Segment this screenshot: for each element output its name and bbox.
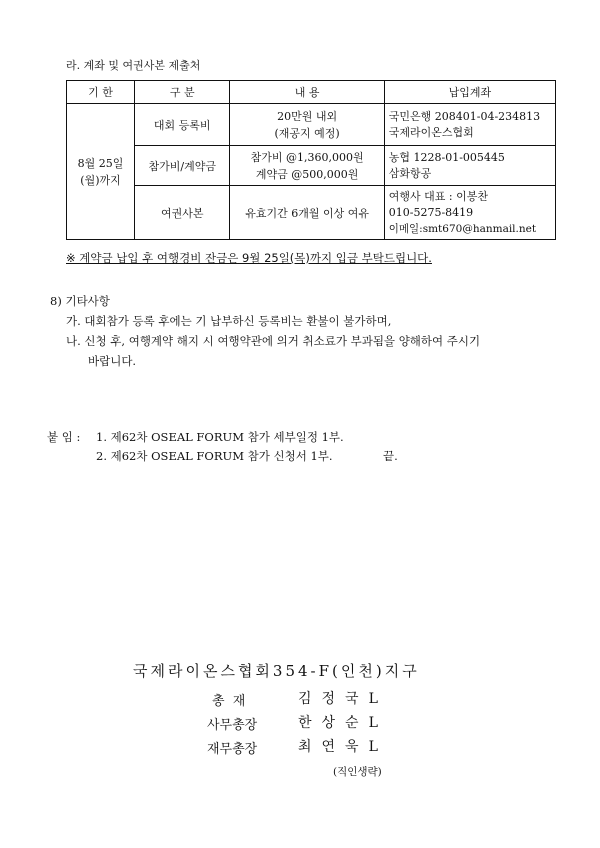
organization-name: 국제라이온스협회354-F(인천)지구	[133, 662, 420, 680]
signer-title: 총 재	[212, 694, 248, 709]
content-line: 20만원 내외	[277, 109, 338, 123]
other-item-a: 가. 대회참가 등록 후에는 기 납부하신 등록비는 환불이 불가하며,	[66, 314, 392, 328]
attachment-item-1: 1. 제62차 OSEAL FORUM 참가 세부일정 1부.	[96, 430, 344, 444]
table-header-row	[67, 81, 556, 104]
other-item-b-line1: 나. 신청 후, 여행계약 해지 시 여행약관에 의거 취소료가 부과됨을 양해하여 주시기	[66, 334, 481, 348]
content-line: 계약금 @500,000원	[255, 167, 359, 181]
attachments-label: 붙 임 :	[47, 430, 81, 444]
account-cell	[384, 146, 555, 186]
seal-omitted-note: (직인생략)	[333, 766, 382, 778]
attachment-item-2: 2. 제62차 OSEAL FORUM 참가 신청서 1부.	[96, 449, 333, 463]
header-deadline: 기 한	[67, 81, 135, 104]
content-line: 참가비 @1,360,000원	[250, 150, 364, 164]
deadline-cell	[67, 104, 135, 240]
category-cell: 여권사본	[135, 186, 230, 240]
end-mark: 끝.	[383, 449, 398, 463]
header-category: 구 분	[135, 81, 230, 104]
account-line: 국민은행 208401-04-234813	[388, 109, 541, 123]
signer-name: 최연욱L	[298, 739, 388, 755]
other-item-b-line2: 바랍니다.	[88, 354, 137, 368]
account-line: 이메일:smt670@hanmail.net	[388, 222, 537, 235]
content-cell	[230, 146, 384, 186]
signer-title: 사무총장	[207, 718, 258, 733]
account-cell	[384, 186, 555, 240]
account-cell	[384, 104, 555, 146]
account-line: 농협 1228-01-005445	[388, 150, 505, 164]
payment-account-table	[66, 80, 556, 240]
content-cell: 유효기간 6개월 이상 여유	[230, 186, 384, 240]
account-line: 국제라이온스협회	[388, 125, 474, 139]
content-cell	[230, 104, 384, 146]
table-row	[67, 146, 556, 186]
deadline-line: 8월 25일	[77, 156, 124, 170]
signer-name: 김정국L	[298, 691, 388, 707]
header-account: 납입계좌	[384, 81, 555, 104]
account-line: 삼화항공	[388, 166, 432, 180]
account-line: 여행사 대표 : 이봉찬	[388, 189, 488, 203]
signer-name: 한상순L	[298, 715, 388, 731]
signer-title: 재무총장	[207, 742, 258, 757]
deadline-line: (월)까지	[80, 173, 121, 187]
category-cell: 대회 등록비	[135, 104, 230, 146]
table-row	[67, 104, 556, 146]
category-cell: 참가비/계약금	[135, 146, 230, 186]
account-line: 010-5275-8419	[388, 205, 474, 219]
table-row	[67, 186, 556, 240]
other-matters-title: 8) 기타사항	[50, 294, 110, 308]
section-title: 라. 계좌 및 여권사본 제출처	[66, 59, 201, 72]
payment-notice: ※ 계약금 납입 후 여행경비 잔금은 9월 25일(목)까지 입금 부탁드립니다.	[66, 251, 432, 265]
content-line: (재공지 예정)	[274, 126, 340, 140]
header-content: 내 용	[230, 81, 384, 104]
